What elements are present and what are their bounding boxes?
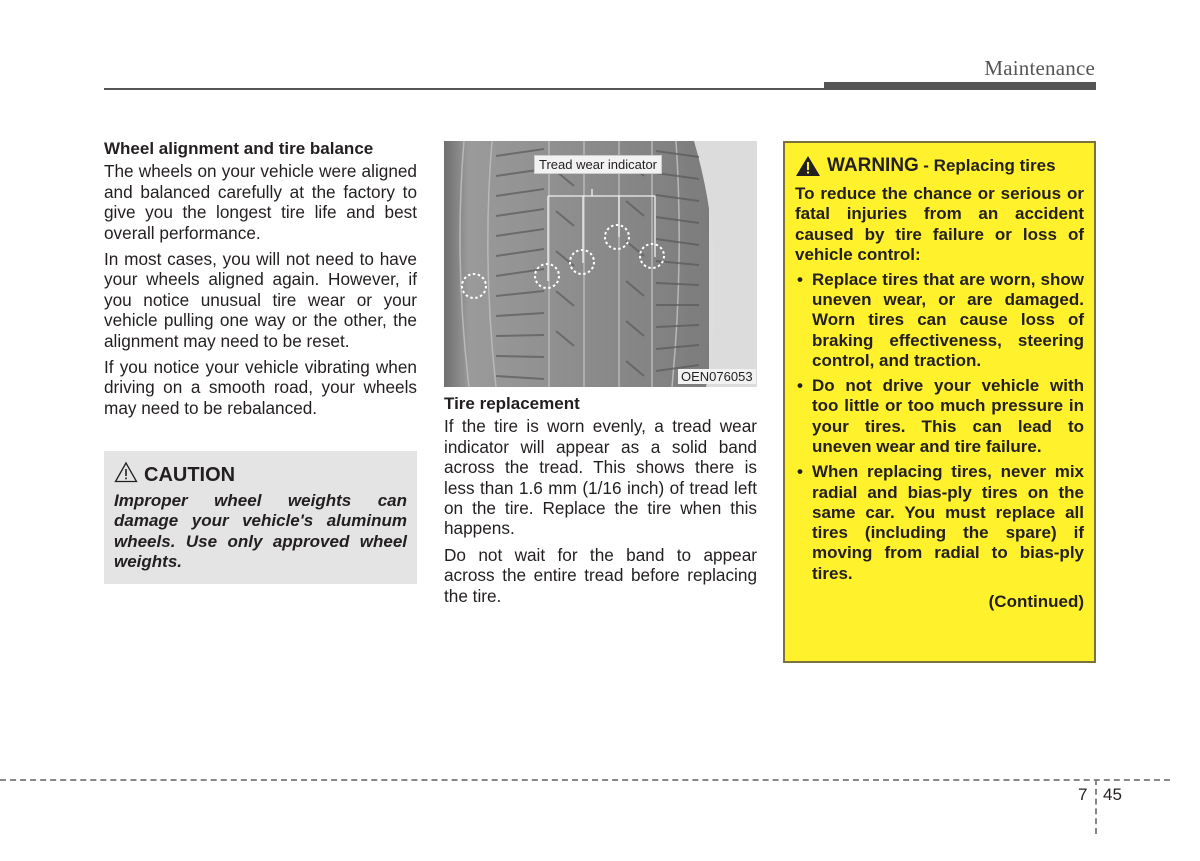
chapter-number: 7: [1078, 785, 1088, 804]
warning-box: [783, 141, 1096, 663]
warning-list: [795, 270, 1084, 584]
paragraph: Do not wait for the band to appear across the entire tread before replacing the tire.: [444, 544, 757, 606]
tread-wear-indicator-label: Tread wear indicator: [534, 155, 662, 174]
warning-bullet: • Do not drive your vehicle with too little or too much pressure in your tires. This can lead to uneven wear and tire failure.: [795, 376, 1084, 457]
warning-bullet: • When replacing tires, never mix radial and bias-ply tires on the same car. You must replace all tires (including the spare) if moving from radial to bias-ply tires.: [795, 462, 1084, 584]
paragraph: If the tire is worn evenly, a tread wear indicator will appear as a solid band across the tread. This shows there is less than 1.6 mm (1/16 inch) of tread left on the tire. Replace the tire when this happens.: [444, 416, 757, 539]
paragraph: In most cases, you will not need to have your wheels aligned again. However, if you notice unusual tire wear or your vehicle pulling one way or the other, the alignment may need to be reset.: [104, 249, 417, 351]
footer-rule: [0, 779, 1170, 781]
tire-replacement-section: [444, 394, 757, 612]
warning-subtitle: - Replacing tires: [923, 156, 1056, 175]
section-heading: Tire replacement: [444, 394, 580, 413]
section-heading: Wheel alignment and tire balance: [104, 139, 374, 158]
header-rule: [104, 88, 824, 90]
page-number: 45: [1103, 785, 1122, 804]
paragraph: The wheels on your vehicle were aligned and balanced carefully at the factory to give you the longest tire life and best overall performance.: [104, 161, 417, 243]
warning-intro: To reduce the chance or serious or fatal injuries from an accident caused by tire failure or loss of vehicle control:: [795, 184, 1084, 265]
image-code: OEN076053: [678, 369, 756, 384]
caution-title: CAUTION: [144, 463, 236, 486]
caution-box: [104, 451, 417, 584]
header-bar: [824, 82, 1096, 90]
warning-triangle-icon: [795, 155, 821, 182]
paragraph: If you notice your vehicle vibrating when driving on a smooth road, your wheels may need to be rebalanced.: [104, 357, 417, 418]
warning-bullet: • Replace tires that are worn, show uneven wear, or are damaged. Worn tires can cause loss of braking effectiveness, steering control, and traction.: [795, 270, 1084, 371]
continued-label: (Continued): [988, 592, 1084, 612]
caution-triangle-icon: [114, 461, 138, 489]
section-title: Maintenance: [984, 56, 1095, 80]
warning-title: WARNING: [827, 155, 919, 176]
tire-tread-image: [444, 141, 757, 387]
caution-text: Improper wheel weights can damage your vehicle's aluminum wheels. Use only approved wheel weights.: [114, 491, 407, 571]
footer-divider: [1095, 779, 1097, 834]
wheel-alignment-section: [104, 139, 417, 424]
